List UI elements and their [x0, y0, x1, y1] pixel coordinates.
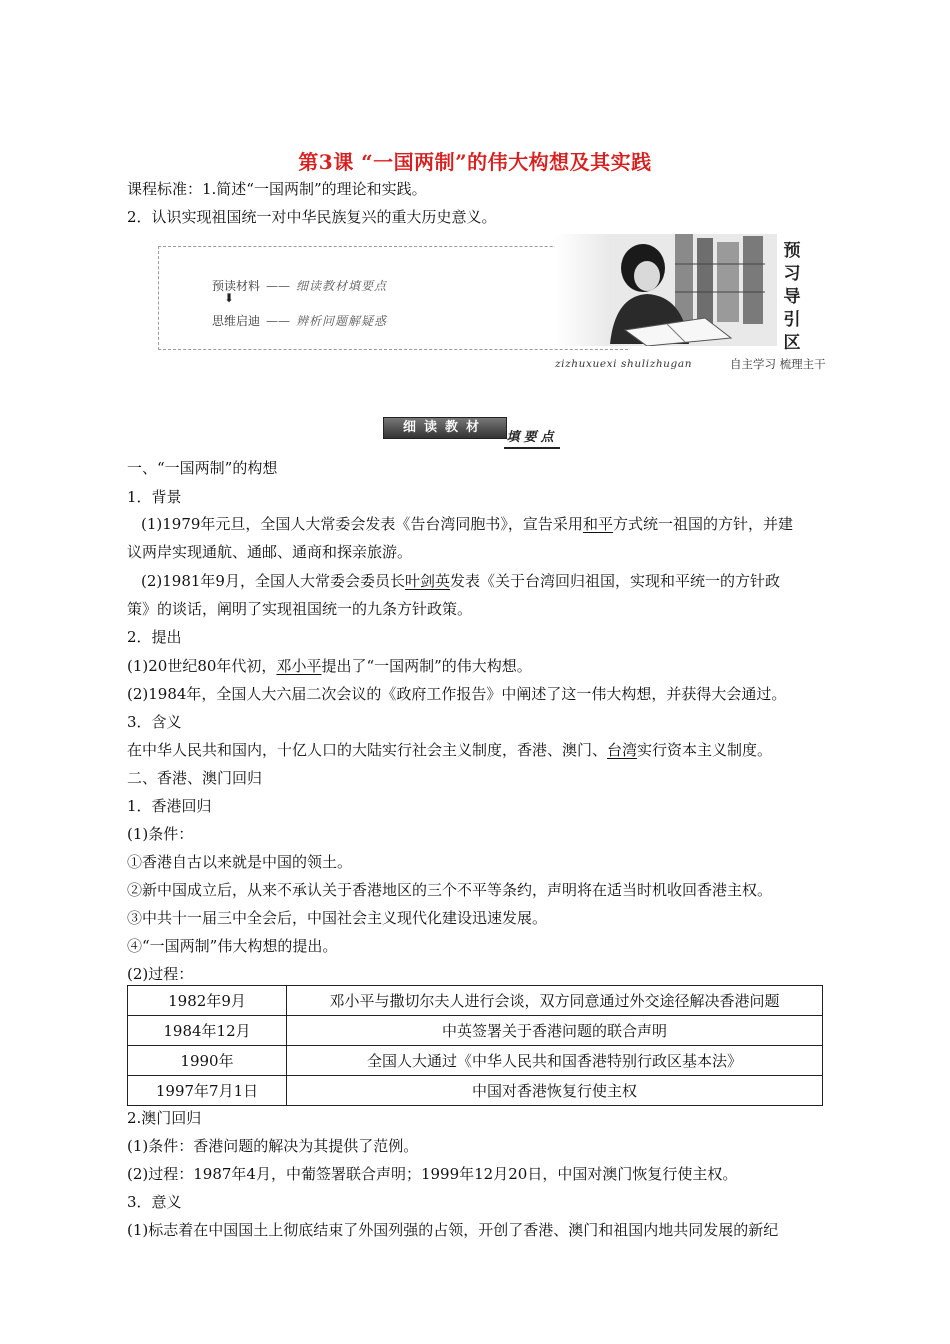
blank-answer: 和平 — [582, 515, 613, 533]
condition-item: ①香港自古以来就是中国的领土。 — [127, 853, 353, 871]
flow-step-2-hint: 辨析问题解疑惑 — [296, 314, 388, 328]
paragraph-macau-2: (2)过程：1987年4月，中葡签署联合声明；1999年12月20日，中国对澳门恢复行使主权。 — [127, 1165, 738, 1183]
text-span: (1)1979年元旦，全国人大常委会发表《告台湾同胞书》，宣告采用 — [141, 515, 583, 533]
flow-step-2-label: 思维启迪 — [212, 314, 261, 328]
timeline-event: 中国对香港恢复行使主权 — [287, 1076, 823, 1106]
paragraph-background-2-cont: 策》的谈话，阐明了实现祖国统一的九条方针政策。 — [127, 600, 473, 618]
paragraph-background-1 — [141, 513, 793, 535]
side-title-char: 预 — [783, 241, 801, 261]
heading-part-2: 二、香港、澳门回归 — [127, 769, 263, 787]
table-row — [128, 986, 823, 1016]
text-span: 发表《关于台湾回归祖国，实现和平统一的方针政 — [449, 572, 780, 590]
hk-return-timeline-table — [127, 985, 823, 1106]
flow-step-1-label: 预读材料 — [212, 279, 261, 293]
side-title-char: 引 — [783, 310, 801, 330]
lesson-title: 第3课 “一国两制”的伟大构想及其实践 — [298, 150, 652, 174]
section-badge-sub: 填要点 — [504, 429, 560, 449]
paragraph-background-2 — [141, 570, 780, 592]
heading-macau-return: 2.澳门回归 — [127, 1109, 202, 1127]
blank-answer: 邓小平 — [276, 657, 322, 675]
section-badge — [383, 417, 560, 447]
table-row — [128, 1046, 823, 1076]
text-span: 实行资本主义制度。 — [637, 741, 773, 759]
course-standard-line-2: 2．认识实现祖国统一对中华民族复兴的重大历史意义。 — [127, 208, 497, 226]
timeline-date: 1982年9月 — [128, 986, 287, 1016]
section-badge-main: 细读教材 — [383, 417, 507, 439]
heading-hk-return: 1．香港回归 — [127, 797, 212, 815]
heading-proposal: 2．提出 — [127, 628, 182, 646]
student-reading-photo — [555, 234, 777, 346]
text-span: 在中华人民共和国内，十亿人口的大陆实行社会主义制度，香港、澳门、 — [127, 741, 608, 759]
side-title-char: 区 — [783, 333, 801, 353]
timeline-event: 中英签署关于香港问题的联合声明 — [287, 1016, 823, 1046]
timeline-event: 全国人大通过《中华人民共和国香港特别行政区基本法》 — [287, 1046, 823, 1076]
timeline-date: 1990年 — [128, 1046, 287, 1076]
heading-part-1: 一、“一国两制”的构想 — [127, 459, 278, 477]
condition-item: ③中共十一届三中全会后，中国社会主义现代化建设迅速发展。 — [127, 909, 548, 927]
text-span: 方式统一祖国的方针，并建 — [612, 515, 793, 533]
heading-background: 1．背景 — [127, 488, 182, 506]
heading-significance: 3．意义 — [127, 1193, 182, 1211]
side-title-char: 习 — [783, 264, 801, 284]
blank-answer: 叶剑英 — [404, 572, 450, 590]
paragraph-significance-1: (1)标志着在中国国土上彻底结束了外国列强的占领，开创了香港、澳门和祖国内地共同发展的新纪 — [127, 1221, 779, 1239]
paragraph-proposal-2: (2)1984年，全国人大六届二次会议的《政府工作报告》中阐述了这一伟大构想，并获得大会通过。 — [127, 685, 787, 703]
side-title-char: 导 — [783, 287, 801, 307]
paragraph-meaning — [127, 739, 772, 761]
condition-item: ④“一国两制”伟大构想的提出。 — [127, 937, 338, 955]
timeline-date: 1997年7月1日 — [128, 1076, 287, 1106]
down-arrow-icon: ⬇ — [224, 291, 235, 305]
timeline-event: 邓小平与撒切尔夫人进行会谈，双方同意通过外交途径解决香港问题 — [287, 986, 823, 1016]
paragraph-background-1-cont: 议两岸实现通航、通邮、通商和探亲旅游。 — [127, 543, 413, 561]
timeline-date: 1984年12月 — [128, 1016, 287, 1046]
table-row — [128, 1076, 823, 1106]
text-span: 提出了“一国两制”的伟大构想。 — [321, 657, 532, 675]
blank-answer: 台湾 — [607, 741, 638, 759]
flow-step-2: 思维启迪 —— 辨析问题解疑惑 — [212, 314, 388, 328]
text-span: (2)1981年9月，全国人大常委会委员长 — [141, 572, 405, 590]
condition-item: ②新中国成立后，从来不承认关于香港地区的三个不平等条约，声明将在适当时机收回香港主权。 — [127, 881, 773, 899]
preview-zone-title — [780, 240, 804, 355]
heading-meaning: 3．含义 — [127, 713, 182, 731]
self-study-caption: 自主学习 梳理主干 — [730, 357, 826, 371]
table-row — [128, 1016, 823, 1046]
heading-conditions: (1)条件： — [127, 825, 194, 843]
flow-step-1: 预读材料 —— 细读教材填要点 — [212, 279, 388, 293]
paragraph-proposal-1 — [127, 655, 532, 677]
flow-step-1-hint: 细读教材填要点 — [296, 279, 388, 293]
pinyin-caption: zizhuxuexi shulizhugan — [555, 358, 693, 370]
course-standard-line-1: 课程标准：1.简述“一国两制”的理论和实践。 — [127, 180, 427, 198]
heading-process: (2)过程： — [127, 965, 194, 983]
text-span: (1)20世纪80年代初， — [127, 657, 277, 675]
paragraph-macau-1: (1)条件：香港问题的解决为其提供了范例。 — [127, 1137, 419, 1155]
